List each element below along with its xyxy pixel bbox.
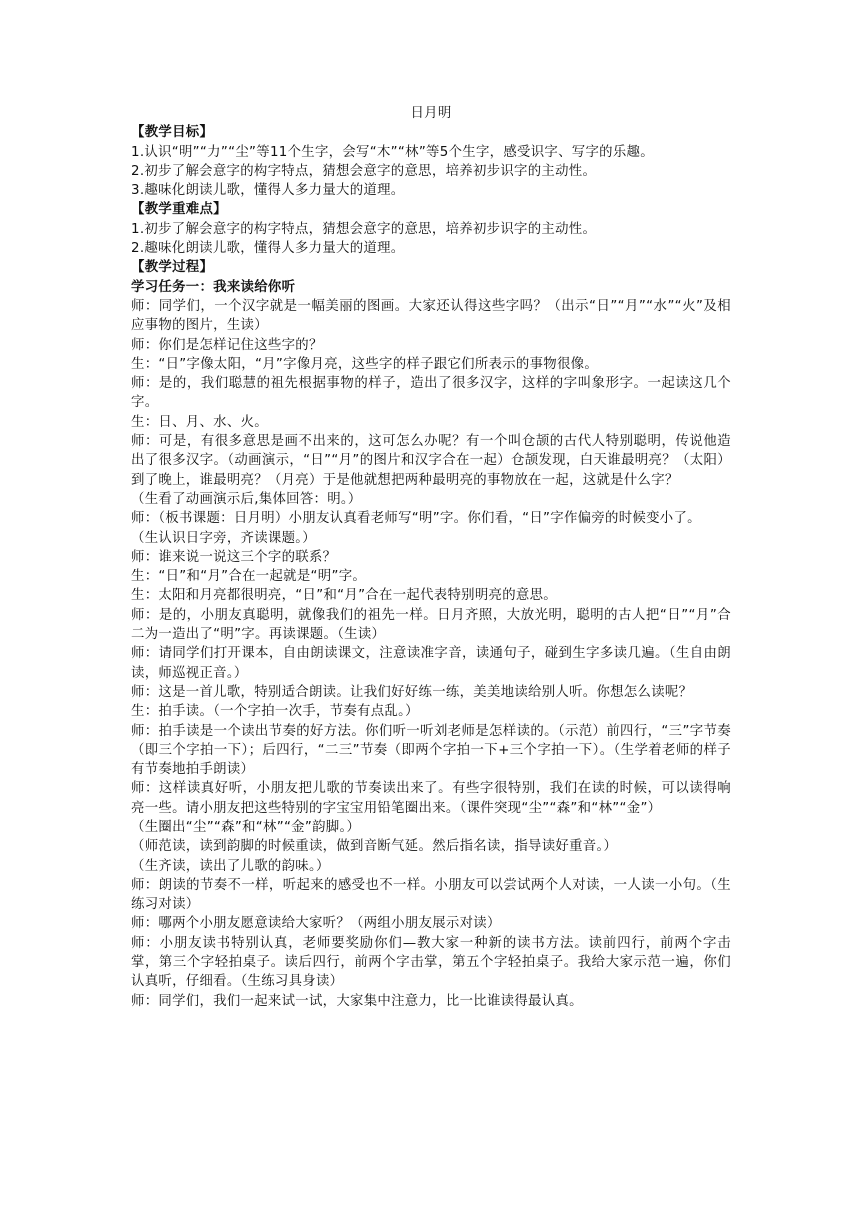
- paragraph: 师：是的，我们聪慧的祖先根据事物的样子，造出了很多汉字，这样的字叫象形字。一起读这几个字。: [131, 376, 731, 411]
- paragraph: （生齐读，读出了儿歌的韵味。）: [131, 858, 330, 874]
- section-heading: 学习任务一：我来读给你听: [131, 279, 296, 295]
- paragraph: 师：你们是怎样记住这些字的？: [131, 337, 323, 353]
- paragraph: 生：“日”和“月”合在一起就是“明”字。: [131, 569, 367, 585]
- paragraph: 师：哪两个小朋友愿意读给大家听？（两组小朋友展示对读）: [131, 916, 501, 932]
- paragraph: 师：可是，有很多意思是画不出来的，这可怎么办呢？有一个叫仓颉的古代人特别聪明，传说他造出了很多汉字。（动画演示，“日”“月”的图片和汉字合在一起）仓颉发现，白天谁最明亮？（太阳）到了晚上，谁最明亮？（月亮）于是他就想把两种最明亮的事物放在一起，这就是什么字？: [131, 434, 731, 488]
- paragraph: 生：日、月、水、火。: [131, 414, 268, 430]
- paragraph: （生看了动画演示后,集体回答：明。）: [131, 491, 362, 507]
- paragraph-list: [131, 123, 731, 1011]
- document-body: [131, 104, 731, 1011]
- paragraph: 师：谁来说一说这三个字的联系？: [131, 549, 337, 565]
- paragraph: 师：是的，小朋友真聪明，就像我们的祖先一样。日月齐照，大放光明，聪明的古人把“日”“月”合二为一造出了“明”字。再读课题。（生读）: [131, 607, 731, 643]
- paragraph: 生：“日”字像太阳，“月”字像月亮，这些字的样子跟它们所表示的事物很像。: [131, 356, 599, 372]
- paragraph: 2.趣味化朗读儿歌，懂得人多力量大的道理。: [131, 241, 405, 257]
- paragraph: 师：同学们，一个汉字就是一幅美丽的图画。大家还认得这些字吗？（出示“日”“月”“水”“火”及相应事物的图片，生读）: [131, 298, 731, 334]
- section-heading: 【教学过程】: [131, 260, 214, 276]
- paragraph: 师：（板书课题：日月明）小朋友认真看老师写“明”字。你们看，“日”字作偏旁的时候变小了。: [131, 511, 701, 527]
- paragraph: 生：拍手读。（一个字拍一次手，节奏有点乱。）: [131, 704, 419, 720]
- paragraph: 师：请同学们打开课本，自由朗读课文，注意读准字音，读通句子，碰到生字多读几遍。（生自由朗读，师巡视正音。）: [131, 646, 731, 681]
- document-title: 日月明: [410, 106, 452, 121]
- paragraph: 师：同学们，我们一起来试一试，大家集中注意力，比一比谁读得最认真。: [131, 993, 583, 1009]
- paragraph: （师范读，读到韵脚的时候重读，做到音断气延。然后指名读，指导读好重音。）: [131, 839, 618, 855]
- paragraph: 2.初步了解会意字的构字特点，猜想会意字的意思，培养初步识字的主动性。: [131, 163, 597, 179]
- paragraph: （生认识日字旁，齐读课题。）: [131, 530, 316, 546]
- section-heading: 【教学重难点】: [131, 202, 227, 218]
- paragraph: 生：太阳和月亮都很明亮，“日”和“月”合在一起代表特别明亮的意思。: [131, 588, 557, 604]
- section-heading: 【教学目标】: [131, 125, 214, 141]
- paragraph: 师：这是一首儿歌，特别适合朗读。让我们好好练一练，美美地读给别人听。你想怎么读呢？: [131, 684, 693, 700]
- paragraph: 师：拍手读是一个读出节奏的好方法。你们听一听刘老师是怎样读的。（示范）前四行，“三”字节奏（即三个字拍一下）；后四行，“二三”节奏（即两个字拍一下+三个字拍一下）。（生学着老师的样子有节奏地拍手朗读）: [131, 723, 731, 778]
- paragraph: 师：这样读真好听，小朋友把儿歌的节奏读出来了。有些字很特别，我们在读的时候，可以读得响亮一些。请小朋友把这些特别的字宝宝用铅笔圈出来。（课件突现“尘”“森”和“林”“金”）: [131, 781, 731, 816]
- paragraph: 师：朗读的节奏不一样，听起来的感受也不一样。小朋友可以尝试两个人对读，一人读一小句。（生练习对读）: [131, 877, 731, 913]
- paragraph: 1.初步了解会意字的构字特点，猜想会意字的意思，培养初步识字的主动性。: [131, 221, 597, 237]
- paragraph: （生圈出“尘”“森”和“林”“金”韵脚。）: [131, 819, 361, 835]
- paragraph: 3.趣味化朗读儿歌，懂得人多力量大的道理。: [131, 183, 405, 199]
- paragraph: 师：小朋友读书特别认真，老师要奖励你们—教大家一种新的读书方法。读前四行，前两个字击掌，第三个字轻拍桌子。读后四行，前两个字击掌，第五个字轻拍桌子。我给大家示范一遍，你们认真听，仔细看。（生练习具身读）: [131, 935, 731, 990]
- paragraph: 1.认识“明”“力”“尘”等11个生字，会写“木”“林”等5个生字，感受识字、写字的乐趣。: [131, 144, 654, 160]
